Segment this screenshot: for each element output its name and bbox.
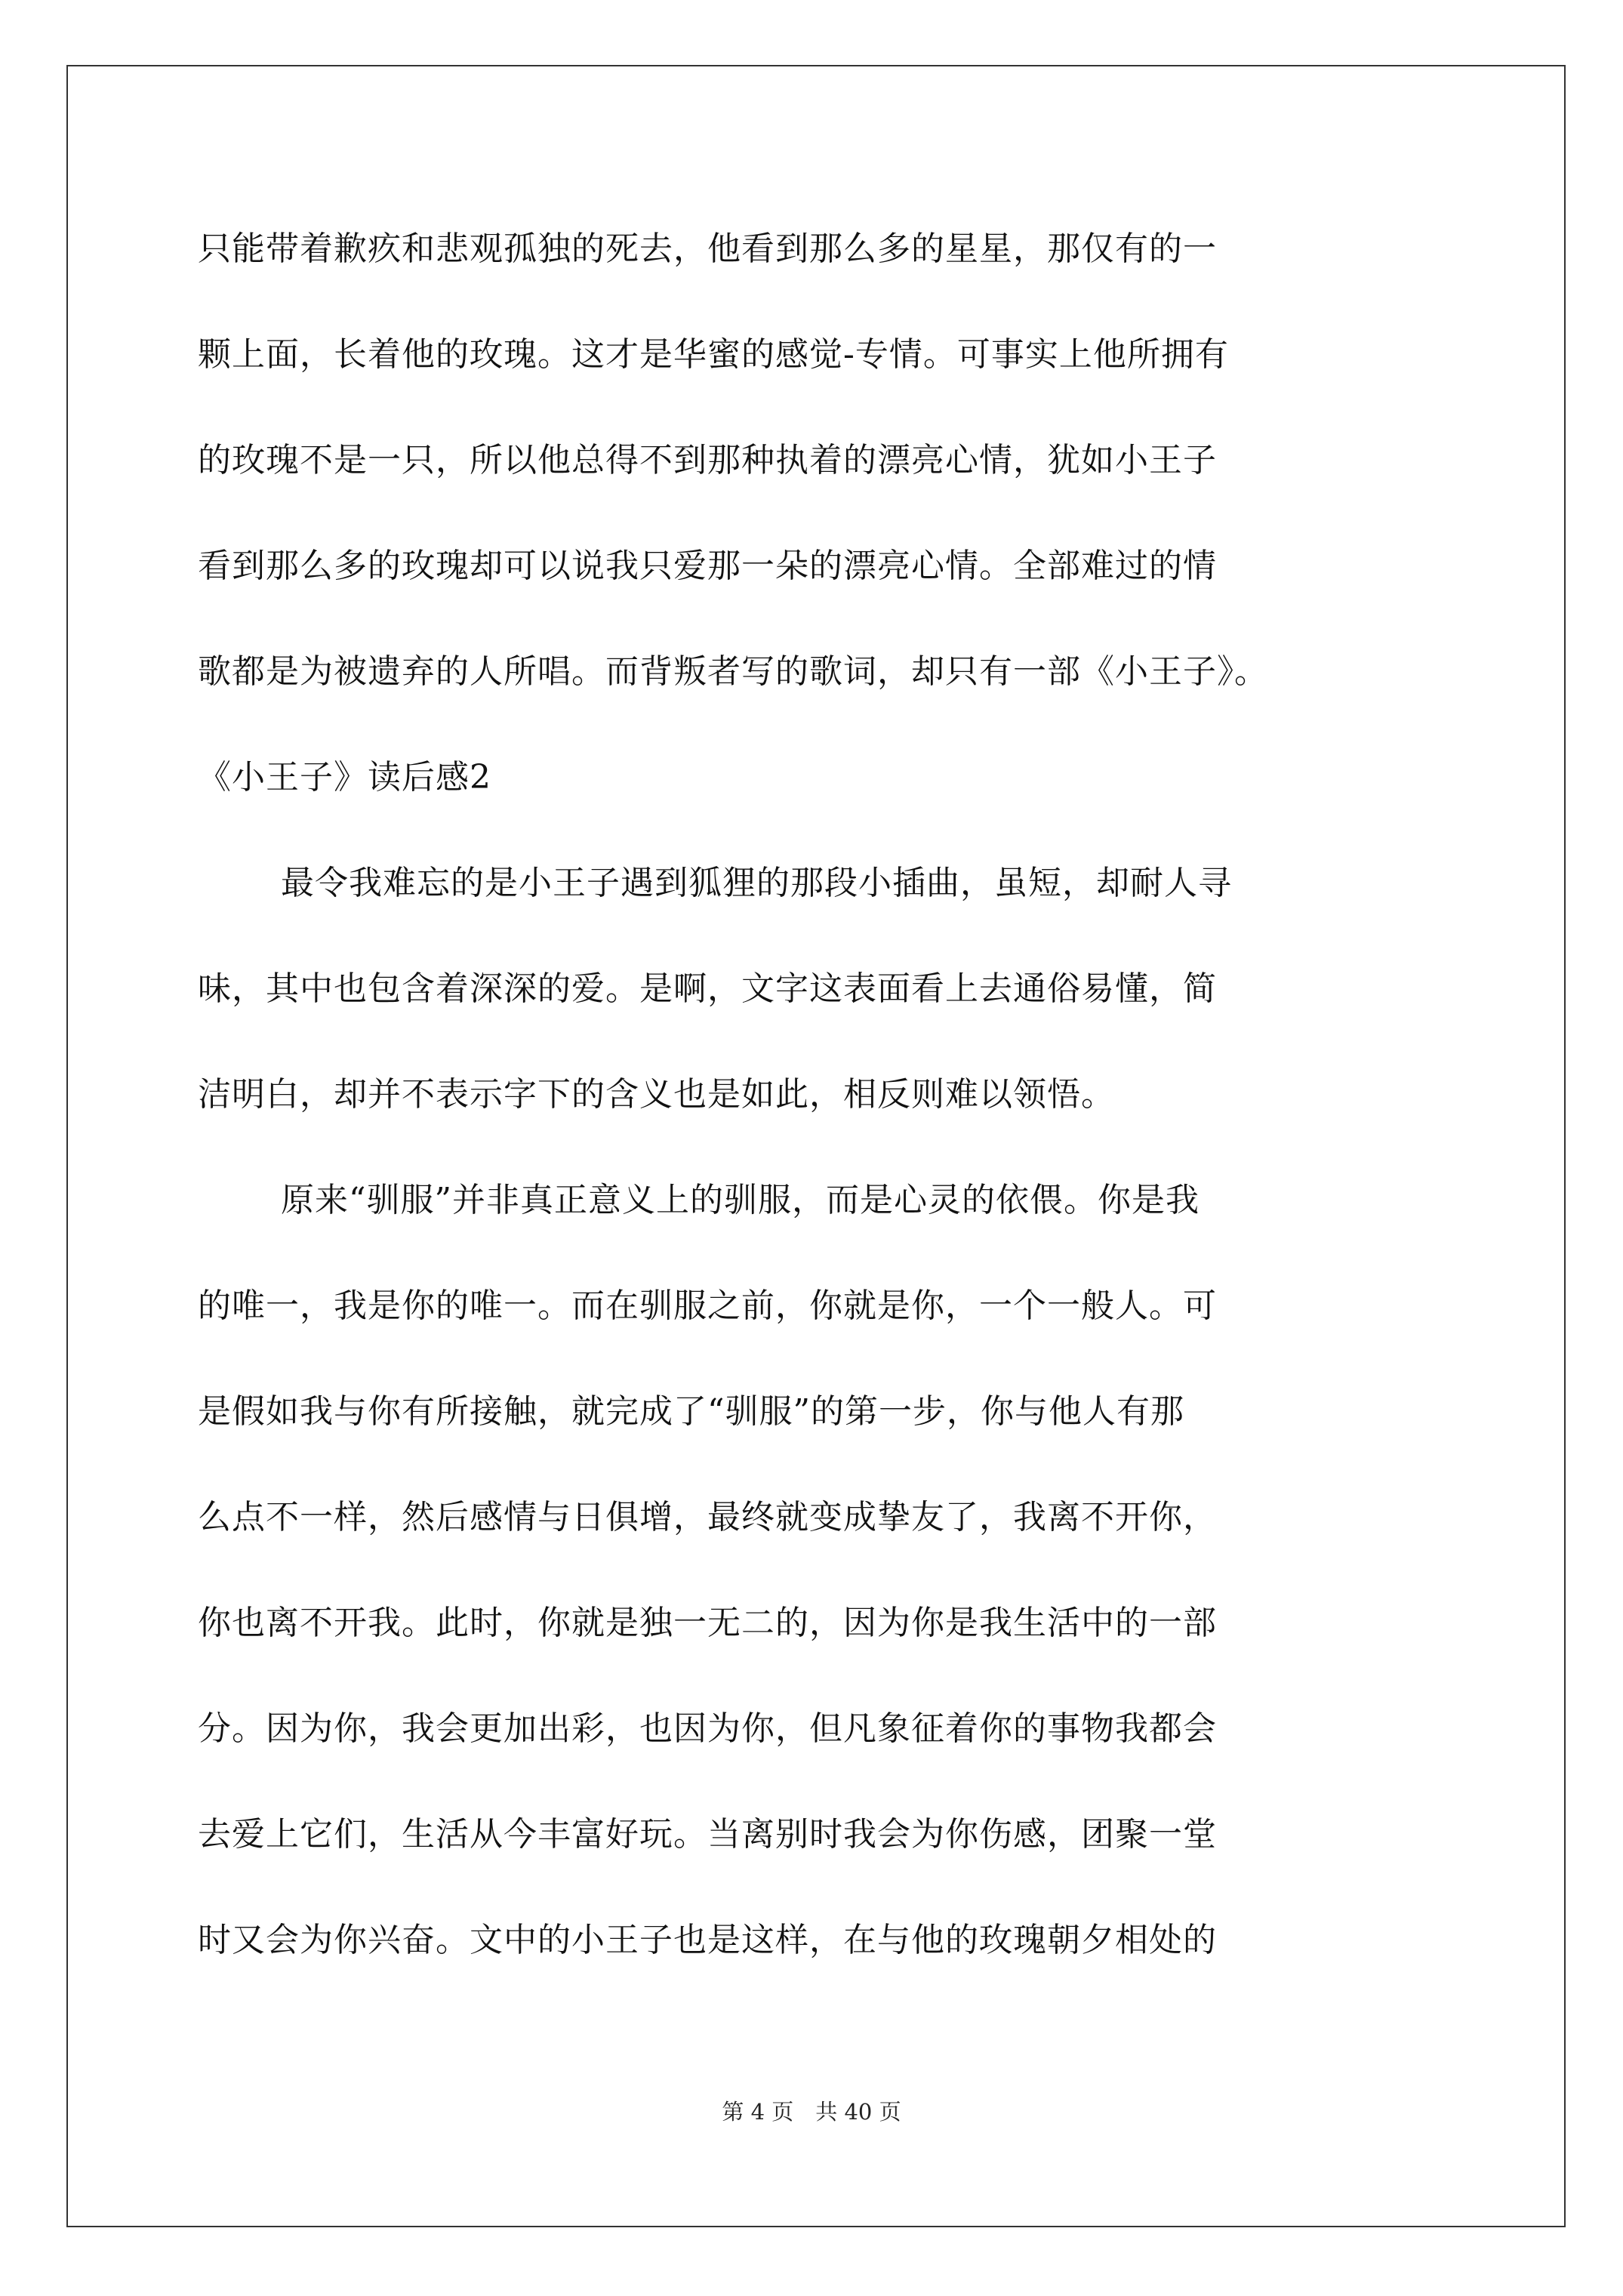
text-line: 原来“驯服”并非真正意义上的驯服，而是心灵的依偎。你是我: [281, 1181, 1200, 1219]
text-line: 分。因为你，我会更加出彩，也因为你，但凡象征着你的事物我都会: [198, 1709, 1217, 1748]
text-line: 洁明白，却并不表示字下的含义也是如此，相反则难以领悟。: [198, 1075, 1115, 1114]
page-number: 第 4 页 共 40 页: [722, 2099, 901, 2125]
text-line: 的唯一，我是你的唯一。而在驯服之前，你就是你，一个一般人。可: [198, 1287, 1217, 1325]
text-line: 去爱上它们，生活从今丰富好玩。当离别时我会为你伤感，团聚一堂: [198, 1815, 1217, 1854]
text-line: 的玫瑰不是一只，所以他总得不到那种执着的漂亮心情，犹如小王子: [198, 441, 1217, 479]
text-line: 最令我难忘的是小王子遇到狐狸的那段小插曲，虽短，却耐人寻: [281, 864, 1232, 902]
text-line: 只能带着歉疚和悲观孤独的死去，他看到那么多的星星，那仅有的一: [198, 230, 1217, 268]
text-line: 时又会为你兴奋。文中的小王子也是这样，在与他的玫瑰朝夕相处的: [198, 1921, 1217, 1959]
page-border: [66, 65, 1566, 2227]
text-line: 看到那么多的玫瑰却可以说我只爱那一朵的漂亮心情。全部难过的情: [198, 547, 1217, 585]
text-line: 味，其中也包含着深深的爱。是啊，文字这表面看上去通俗易懂，简: [198, 969, 1217, 1008]
text-line: 歌都是为被遗弃的人所唱。而背叛者写的歌词，却只有一部《小王子》。: [198, 652, 1268, 691]
text-line: 你也离不开我。此时，你就是独一无二的，因为你是我生活中的一部: [198, 1604, 1217, 1642]
text-line: 颗上面，长着他的玫瑰。这才是华蜜的感觉-专情。可事实上他所拥有: [198, 335, 1229, 374]
text-line: 是假如我与你有所接触，就完成了“驯服”的第一步，你与他人有那: [198, 1392, 1184, 1431]
section-heading: 《小王子》读后感2: [198, 758, 491, 797]
text-line: 么点不一样，然后感情与日俱增，最终就变成挚友了，我离不开你，: [198, 1498, 1217, 1536]
